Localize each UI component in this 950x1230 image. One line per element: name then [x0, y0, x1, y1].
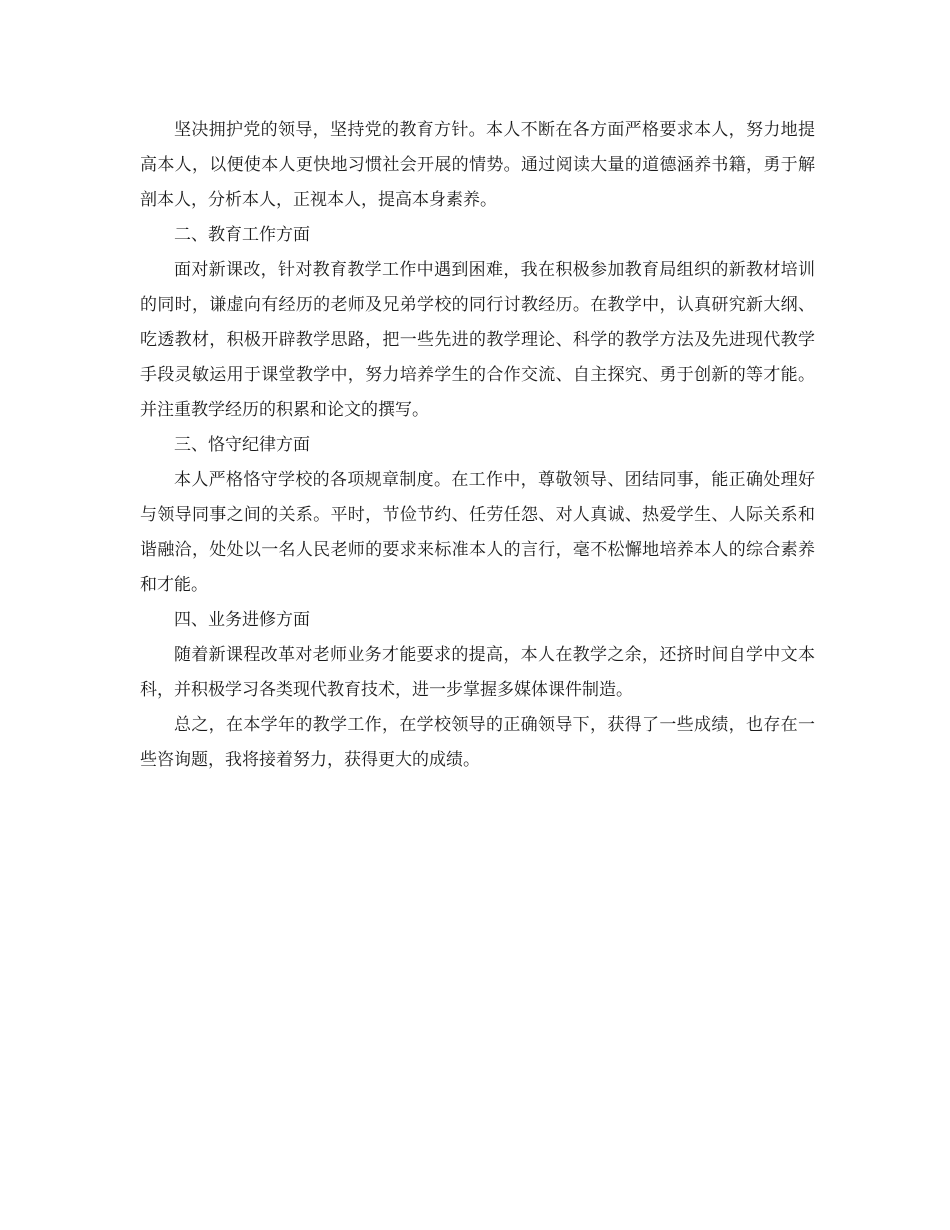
section-heading-discipline: 三、恪守纪律方面: [174, 435, 310, 455]
section-heading-education-work: 二、教育工作方面: [174, 225, 310, 245]
document-page: [140, 113, 815, 778]
paragraph-political: 坚决拥护党的领导，坚持党的教育方针。本人不断在各方面严格要求本人，努力地提高本人，以便使本人更快地习惯社会开展的情势。通过阅读大量的道德涵养书籍，勇于解剖本人，分析本人，正视本人，提高本身素养。: [140, 120, 815, 210]
paragraph-education-work: 面对新课改，针对教育教学工作中遇到困难，我在积极参加教育局组织的新教材培训的同时，谦虚向有经历的老师及兄弟学校的同行讨教经历。在教学中，认真研究新大纲、吃透教材，积极开辟教学思路，把一些先进的教学理论、科学的教学方法及先进现代教学手段灵敏运用于课堂教学中，努力培养学生的合作交流、自主探究、勇于创新的等才能。并注重教学经历的积累和论文的撰写。: [140, 260, 815, 420]
paragraph-professional-study: 随着新课程改革对老师业务才能要求的提高，本人在教学之余，还挤时间自学中文本科，并积极学习各类现代教育技术，进一步掌握多媒体课件制造。: [140, 645, 815, 700]
paragraph-discipline: 本人严格恪守学校的各项规章制度。在工作中，尊敬领导、团结同事，能正确处理好与领导同事之间的关系。平时，节俭节约、任劳任怨、对人真诚、热爱学生、人际关系和谐融洽，处处以一名人民老师的要求来标准本人的言行，毫不松懈地培养本人的综合素养和才能。: [140, 470, 815, 595]
paragraph-summary: 总之，在本学年的教学工作，在学校领导的正确领导下，获得了一些成绩，也存在一些咨询题，我将接着努力，获得更大的成绩。: [140, 715, 815, 770]
section-heading-professional-study: 四、业务进修方面: [174, 610, 310, 630]
